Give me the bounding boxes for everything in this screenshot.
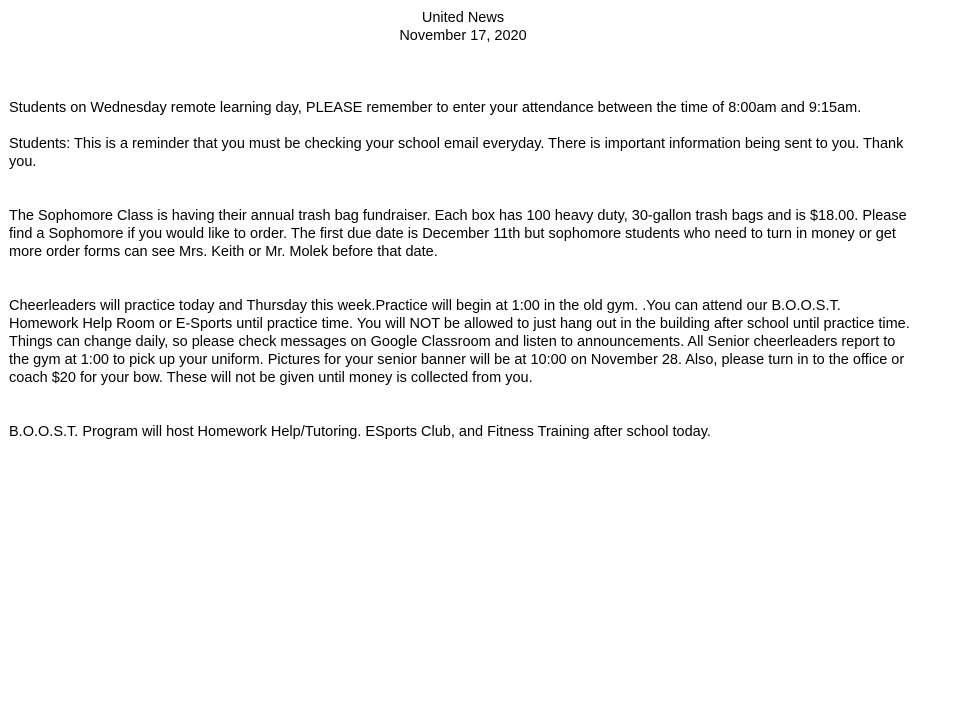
announcement-attendance: Students on Wednesday remote learning day, PLEASE remember to enter your attendance between the time of 8:00am and 9:15am. — [9, 100, 862, 116]
document-title: United News — [421, 10, 505, 26]
announcement-cheerleaders: Cheerleaders will practice today and Thursday this week.Practice will begin at 1:00 in the old gym. .You can attend our B.O.O.S.T. Homework Help Room or E-Sports until practice time. You will NOT be allowed to just hang out in the building after school until practice time. Things can change daily, so please check messages on Google Classroom and listen to announcements. All Senior cheerleaders report to the gym at 1:00 to pick up your uniform. Pictures for your senior banner will be at 10:00 on November 28. Also, please turn in to the office or coach $20 for your bow. These will not be given until money is collected from you. — [9, 298, 910, 386]
document-header — [0, 9, 926, 45]
announcement-sophomore-fundraiser: The Sophomore Class is having their annual trash bag fundraiser. Each box has 100 heavy duty, 30-gallon trash bags and is $18.00. Please find a Sophomore if you would like to order. The first due date is December 11th but sophomore students who need to turn in money or get more order forms can see Mrs. Keith or Mr. Molek before that date. — [9, 208, 907, 260]
document-date: November 17, 2020 — [399, 28, 527, 44]
announcement-school-email: Students: This is a reminder that you must be checking your school email everyday. There is important information being sent to you. Thank you. — [9, 136, 904, 170]
announcement-boost-program: B.O.O.S.T. Program will host Homework Help/Tutoring. ESports Club, and Fitness Training after school today. — [9, 424, 711, 440]
